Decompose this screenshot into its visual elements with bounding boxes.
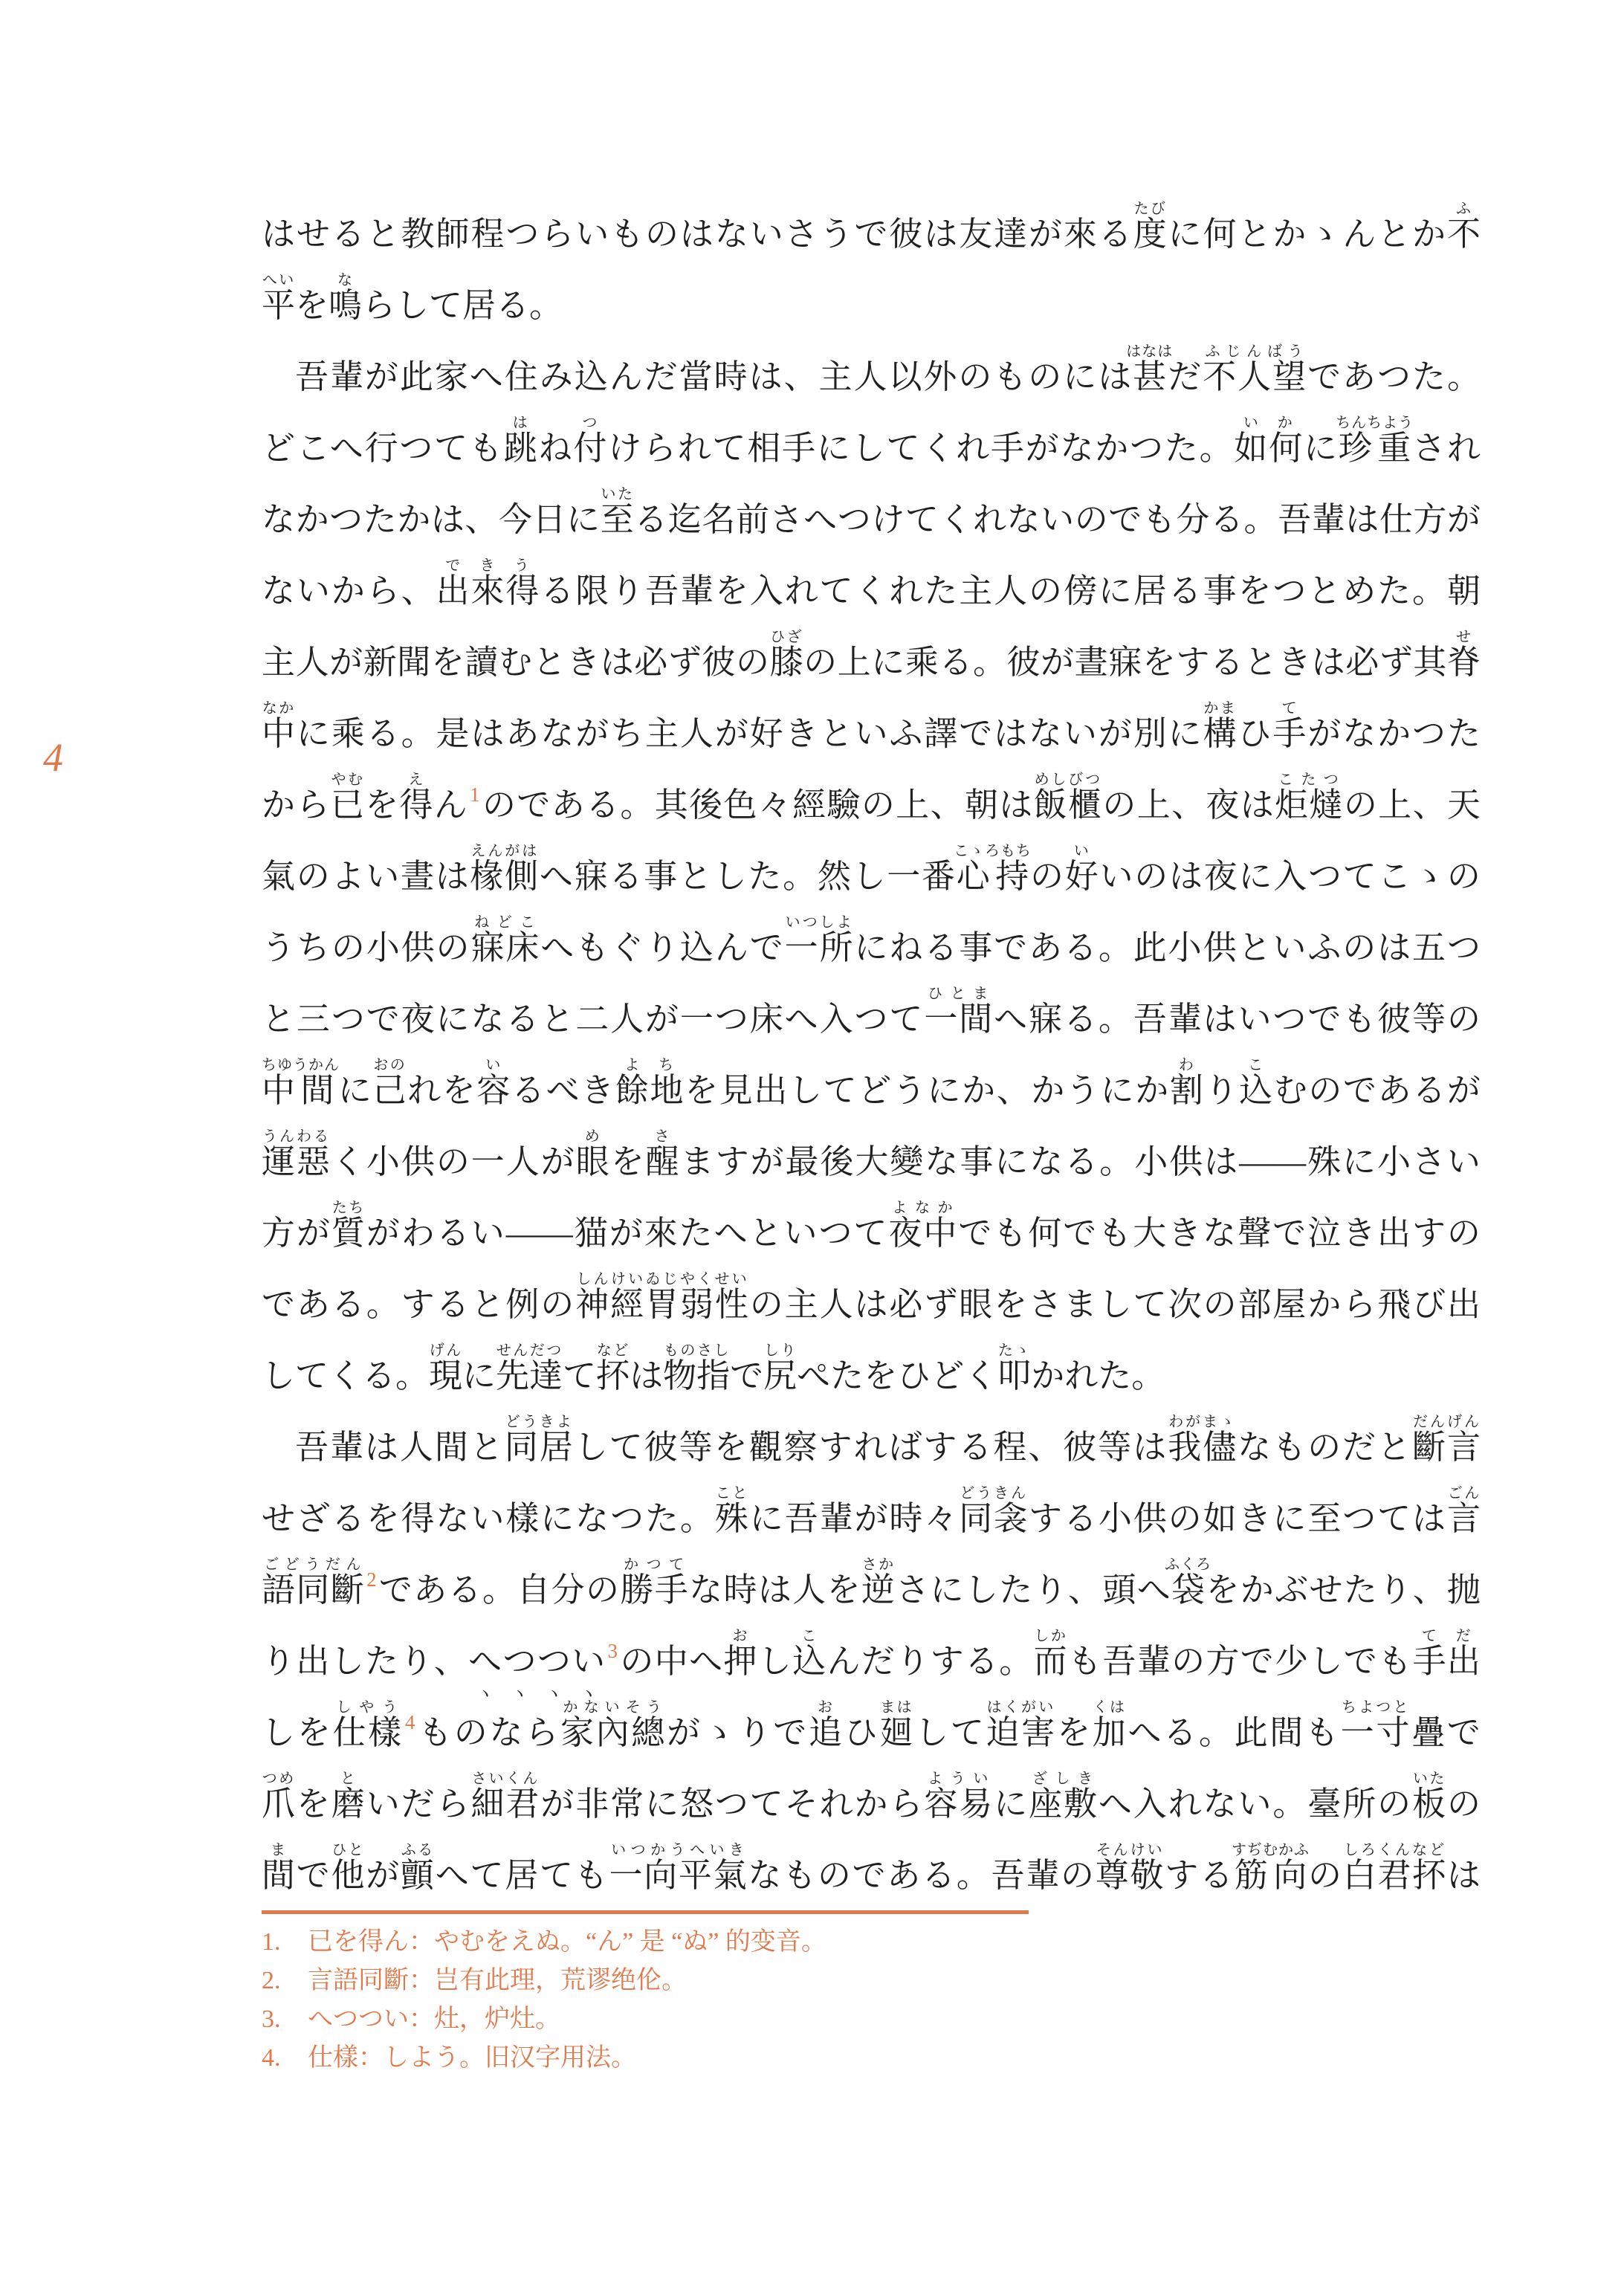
footnote-item (262, 2039, 1481, 2078)
ruby-word: 而しか (1033, 1628, 1069, 1680)
ruby-word: 抔など (596, 1342, 630, 1394)
emphasized-text: へつつい (468, 1643, 606, 1680)
ruby-word: 追お (808, 1699, 844, 1751)
footnote-text: へつつい：灶，炉灶。 (308, 2005, 560, 2033)
ruby-word: 間ま (262, 1842, 297, 1894)
ruby-word: 現げん (429, 1342, 463, 1394)
text-line: しを仕樣しやう$^4$ものなら家內總かないそうがゝりで追おひ廻まはして迫害はくがいを加くはへる。此間も一寸ちよつと疊で (262, 1699, 1481, 1751)
text-line: り出したり、へつつい$^3$の中へ押おし込こんだりする。而しかも吾輩の方で少しでも手出てだ (262, 1628, 1481, 1680)
text-line: である。すると例の神經胃弱性しんけいゐじやくせいの主人は必ず眼をさまして次の部屋から飛び出 (262, 1271, 1481, 1323)
ruby-word: 餘地よち (615, 1057, 685, 1109)
ruby-word: 不ふ (1446, 201, 1481, 253)
text-line: なかつたかは、今日に至いたる迄名前さへつけてくれないのでも分る。吾輩は仕方が (262, 486, 1481, 538)
ruby-word: 構かま (1203, 700, 1238, 752)
page-number: 4 (43, 735, 63, 780)
ruby-word: 込こ (1239, 1057, 1274, 1109)
text-line: 吾輩が此家へ住み込んだ當時は、主人以外のものには甚はなはだ不人望ふじんばうであつた。 (295, 343, 1481, 395)
ruby-word: 語同斷ごどうだん (262, 1557, 366, 1609)
ruby-word: 細君さいくん (470, 1771, 541, 1823)
ruby-word: 醒さ (645, 1128, 681, 1180)
ruby-word: 同居どうきよ (504, 1414, 575, 1466)
text-line: 中なかに乘る。是はあながち主人が好きといふ譯ではないが別に構かまひ手てがなかつた (262, 700, 1481, 752)
ruby-word: 如何いか (1234, 415, 1304, 467)
footnote-item (262, 1923, 1481, 1962)
ruby-word: 家內總かないそう (560, 1699, 667, 1751)
footnote-number: 4. (262, 2044, 281, 2072)
ruby-word: 一間ひとま (924, 986, 994, 1038)
ruby-word: 顫ふる (401, 1842, 436, 1894)
ruby-word: 叩たゝ (997, 1342, 1032, 1394)
ruby-word: 度たび (1133, 201, 1168, 253)
ruby-word: 爪つめ (262, 1771, 297, 1823)
text-line: 間まで他ひとが顫ふるへて居ても一向平氣いつかうへいきなものである。吾輩の尊敬そんけいする筋向すぢむかふの白君抔しろくんなどは (262, 1842, 1481, 1894)
ruby-word: 不人望ふじんばう (1203, 343, 1308, 395)
footnote-number: 1. (262, 1928, 281, 1956)
text-line: どこへ行つても跳はね付つけられて相手にしてくれ手がなかつた。如何いかに珍重ちんちようされ (262, 415, 1481, 467)
text-line: 語同斷ごどうだん$^2$である。自分の勝手かつてな時は人を逆さかさにしたり、頭へ袋ふくろをかぶせたり、抛 (262, 1557, 1481, 1609)
ruby-word: 一寸ちよつと (1340, 1699, 1412, 1751)
ruby-word: 炬燵こたつ (1275, 772, 1344, 824)
footnote-separator (262, 1910, 1029, 1914)
ruby-word: 神經胃弱性しんけいゐじやくせい (575, 1271, 750, 1323)
footnotes-section (262, 1910, 1481, 2078)
ruby-word: 白君抔しろくんなど (1342, 1842, 1447, 1894)
ruby-word: 他ひと (331, 1842, 366, 1894)
footnote-text: 仕樣：しよう。旧汉字用法。 (308, 2044, 636, 2072)
ruby-word: 夜中よなか (888, 1200, 959, 1252)
footnote-item (262, 2000, 1481, 2039)
ruby-word: 手出てだ (1412, 1628, 1481, 1680)
text-line: から已やむを得えん$^1$のである。其後色々經驗の上、朝は飯櫃めしびつの上、夜は炬燵こたつの上、天 (262, 772, 1481, 824)
text-line: と三つで夜になると二人が一つ床へ入つて一間ひとまへ寐る。吾輩はいつでも彼等の (262, 986, 1481, 1038)
ruby-word: 込こ (792, 1628, 827, 1680)
ruby-word: 先達せんだつ (496, 1342, 563, 1394)
ruby-word: 逆さか (861, 1557, 896, 1609)
ruby-word: 迫害はくがい (986, 1699, 1057, 1751)
ruby-word: 袋ふくろ (1165, 1557, 1212, 1609)
text-line: 吾輩は人間と同居どうきよして彼等を觀察すればする程、彼等は我儘わがまゝなものだと斷言だんげん (295, 1414, 1481, 1466)
footnote-number: 2. (262, 1967, 281, 1994)
ruby-word: 平へい (262, 272, 296, 324)
text-line: 主人が新聞を讀むときは必ず彼の膝ひざの上に乘る。彼が晝寐をするときは必ず其脊せ (262, 629, 1481, 681)
ruby-word: 飯櫃めしびつ (1033, 772, 1103, 824)
ruby-word: 斷言だんげん (1411, 1414, 1481, 1466)
ruby-word: 筋向すぢむかふ (1231, 1842, 1310, 1894)
ruby-word: 座敷ざしき (1029, 1771, 1099, 1823)
ruby-word: 珍重ちんちよう (1336, 415, 1414, 467)
ruby-word: 跳は (503, 415, 539, 467)
ruby-word: 心持こゝろもち (954, 843, 1032, 895)
ruby-word: 言ごん (1446, 1485, 1481, 1537)
text-line: 平へいを鳴ならして居る。 (262, 272, 563, 324)
text-line: してくる。現げんに先達せんだつて抔などは物指ものさしで尻しりぺたをひどく叩たゝかれた。 (262, 1342, 1165, 1394)
footnote-ref: 1 (470, 783, 480, 806)
ruby-word: 一所いつしよ (784, 914, 855, 966)
ruby-word: 膝ひざ (769, 629, 804, 681)
ruby-word: 中なか (262, 700, 297, 752)
text-lines (262, 198, 1481, 1911)
ruby-word: 割わ (1169, 1057, 1205, 1109)
ruby-word: 出來得できう (436, 557, 541, 610)
text-line: うちの小供の寐床ねどこへもぐり込んで一所いつしよにねる事である。此小供といふのは五つ (262, 914, 1481, 966)
ruby-word: 寐床ねどこ (470, 914, 541, 966)
footnote-list (262, 1923, 1481, 2078)
text-line: ないから、出來得できうる限り吾輩を入れてくれた主人の傍に居る事をつとめた。朝 (262, 557, 1481, 610)
ruby-word: 椽側えんがは (470, 843, 540, 895)
ruby-word: 廻まは (879, 1699, 916, 1751)
ruby-word: 鳴な (329, 272, 363, 324)
ruby-word: 質たち (331, 1200, 366, 1252)
text-line: 方が質たちがわるい——猫が來たへといつて夜中よなかでも何でも大きな聲で泣き出すの (262, 1200, 1481, 1252)
ruby-word: 磨と (331, 1771, 366, 1823)
ruby-word: 同衾どうきん (959, 1485, 1029, 1537)
ruby-word: 已やむ (330, 772, 366, 824)
ruby-word: 尻しり (763, 1342, 798, 1394)
ruby-word: 眼め (575, 1128, 611, 1180)
ruby-word: 勝手かつて (620, 1557, 690, 1609)
text-line: せざるを得ない樣になつた。殊ことに吾輩が時々同衾どうきんする小供の如きに至つては言ごん (262, 1485, 1481, 1537)
footnote-number: 3. (262, 2005, 281, 2033)
ruby-word: 仕樣しやう (332, 1699, 404, 1751)
ruby-word: 一向平氣いつかうへいき (609, 1842, 748, 1894)
text-line: はせると教師程つらいものはないさうで彼は友達が來る度たびに何とかゝんとか不ふ (262, 201, 1481, 253)
text-line: 中間ちゆうかんに己おのれを容いるべき餘地よちを見出してどうにか、かうにか割わり込こむのであるが (262, 1057, 1481, 1109)
ruby-word: 尊敬そんけい (1095, 1842, 1165, 1894)
ruby-word: 中間ちゆうかん (262, 1057, 340, 1109)
ruby-word: 甚はなは (1126, 343, 1174, 395)
ruby-word: 殊こと (714, 1485, 750, 1537)
ruby-word: 運惡うんわる (262, 1128, 331, 1180)
footnote-text: 言語同斷：岂有此理，荒谬绝伦。 (308, 1967, 687, 1994)
ruby-word: 容い (476, 1057, 511, 1109)
ruby-word: 至いた (600, 486, 635, 538)
ruby-word: 好い (1064, 843, 1100, 895)
ruby-word: 押お (723, 1628, 758, 1680)
footnote-ref: 4 (404, 1711, 415, 1733)
text-line: 運惡うんわるく小供の一人が眼めを醒さますが最後大變な事になる。小供は——殊に小さい (262, 1128, 1481, 1180)
ruby-word: 付つ (573, 415, 609, 467)
ruby-word: 物指ものさし (663, 1342, 731, 1394)
ruby-word: 己おの (372, 1057, 408, 1109)
ruby-word: 加くは (1092, 1699, 1128, 1751)
ruby-word: 我儘わがまゝ (1168, 1414, 1238, 1466)
footnote-text: 已を得ん：やむをえぬ。“ん” 是 “ぬ” 的变音。 (308, 1928, 826, 1956)
text-line: 爪つめを磨といだら細君さいくんが非常に怒つてそれから容易よういに座敷ざしきへ入れない。臺所の板いたの (262, 1771, 1481, 1823)
ruby-word: 手て (1272, 700, 1308, 752)
ruby-word: 得え (399, 772, 434, 824)
ruby-word: 板いた (1412, 1771, 1447, 1823)
ruby-word: 脊せ (1446, 629, 1481, 681)
ruby-word: 容易ようい (924, 1771, 994, 1823)
footnote-item (262, 1962, 1481, 2000)
footnote-ref: 2 (366, 1568, 377, 1591)
footnote-ref: 3 (607, 1640, 618, 1662)
text-line: 氣のよい晝は椽側えんがはへ寐る事とした。然し一番心持こゝろもちの好いいのは夜に入つてこゝの (262, 843, 1481, 895)
